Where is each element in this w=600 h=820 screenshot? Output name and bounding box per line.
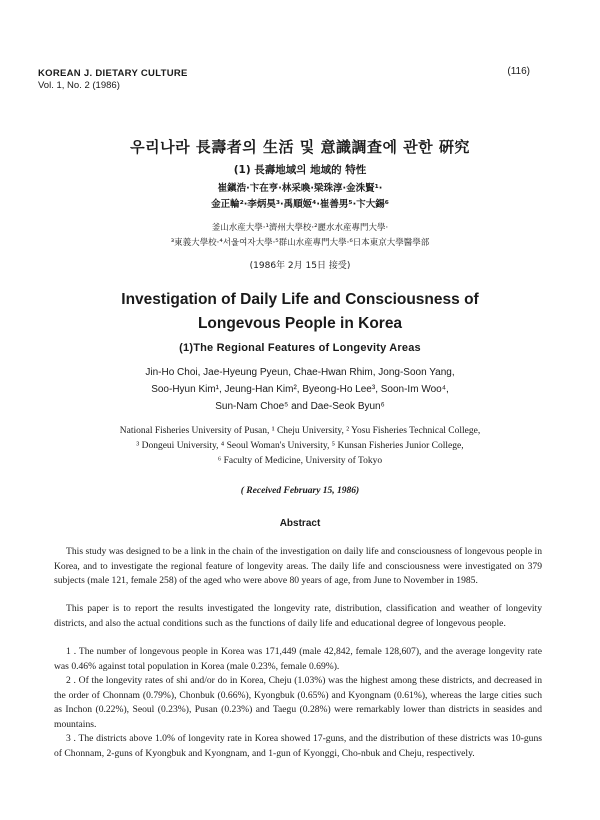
english-authors-line: Soo-Hyun Kim¹, Jeung-Han Kim², Byeong-Ho Lee³, Soon-Im Woo⁴, — [151, 384, 449, 395]
page-number: (116) — [507, 66, 530, 77]
abstract-paragraph — [54, 545, 542, 589]
abstract-text: 1 . The number of longevous people in Korea was 171,449 (male 42,842, female 128,607), and the average longevity rate was 0.46% against total population in Korea (male 0.23%, female 0.69%). — [54, 646, 542, 672]
english-affiliation-line: ³ Dongeui University, ⁴ Seoul Woman's University, ⁵ Kunsan Fisheries Junior College, — [136, 441, 464, 451]
abstract-heading: Abstract — [279, 518, 321, 529]
english-received-date: ( Received February 15, 1986) — [240, 486, 360, 496]
korean-title: 우리나라 長壽者의 生活 및 意識調査에 관한 硏究 — [130, 138, 470, 156]
korean-subtitle: (1) 長壽地域의 地域的 特性 — [233, 164, 367, 176]
abstract-paragraph — [54, 674, 542, 732]
korean-authors-line: 崔鎭浩·卞在亨·林采喚·梁珠淳·金洙賢¹· — [217, 183, 383, 194]
korean-received-date: (1986年 2月 15日 接受) — [249, 261, 351, 271]
english-title-line: Longevous People in Korea — [197, 315, 403, 332]
abstract-paragraph — [54, 602, 542, 631]
english-title — [0, 288, 600, 336]
english-authors-line: Sun-Nam Choe⁵ and Dae-Seok Byun⁶ — [215, 401, 385, 412]
english-authors-line: Jin-Ho Choi, Jae-Hyeung Pyeun, Chae-Hwan Rhim, Jong-Soon Yang, — [145, 367, 455, 378]
english-subtitle: (1)The Regional Features of Longevity Areas — [179, 342, 421, 354]
korean-affiliation-line: ³東義大學校·⁴서울여자大學·⁵群山水産專門大學·⁶日本東京大學醫學部 — [170, 238, 430, 248]
english-authors — [0, 364, 600, 415]
korean-authors-line: 金正輪²·李炳昊³·禹順姬⁴·崔善男⁵·卞大錫⁶ — [211, 199, 389, 210]
english-affiliations — [0, 424, 600, 469]
english-affiliation-line: National Fisheries University of Pusan, ¹ Cheju University, ² Yosu Fisheries Technical College, — [119, 426, 481, 436]
journal-name: KOREAN J. DIETARY CULTURE — [38, 68, 188, 79]
korean-affiliations — [0, 221, 600, 251]
abstract-text: 2 . Of the longevity rates of shi and/or do in Korea, Cheju (1.03%) was the highest among these districts, and decreased in the order of Chonnam (0.79%), Chonbuk (0.66%), Kyongbuk (0.65%) and Kyongnam (0.61%), whereas the large cities such as Inchon (0.22%), Seoul (0.23%), Pusan (0.23%) and Taegu (0.28%) were remarkably lower than districts in seasides and mountains. — [54, 675, 542, 730]
abstract-paragraph — [54, 645, 542, 674]
english-title-line: Investigation of Daily Life and Consciousness of — [121, 291, 479, 308]
english-affiliation-line: ⁶ Faculty of Medicine, University of Tokyo — [217, 456, 383, 466]
journal-header — [38, 68, 188, 92]
korean-affiliation-line: 釜山水産大學·¹濟州大學校·²麗水水産專門大學· — [211, 223, 389, 233]
abstract-text: This study was designed to be a link in the chain of the investigation on daily life and consciousness of longevous people in Korea, and to investigate the regional feature of longevity areas. The daily life and consciousness were investigated on 379 subjects (male 121, female 258) of the aged who were above 80 years of age, from June to November in 1985. — [54, 546, 542, 587]
korean-authors — [0, 181, 600, 213]
journal-volume: Vol. 1, No. 2 (1986) — [38, 80, 120, 91]
abstract-text: 3 . The districts above 1.0% of longevity rate in Korea showed 17-guns, and the distribution of these districts was 10-guns of Chonnam, 2-guns of Kyongbuk and Kyongnam, and 1-gun of Kyonggi, Cho-nbuk and Cheju, respectively. — [54, 733, 542, 759]
abstract-text: This paper is to report the results investigated the longevity rate, distribution, classification and weather of longevity districts, and also the actual conditions such as the functions of daily life and educational degree of longevous people. — [54, 603, 542, 629]
abstract-paragraph — [54, 732, 542, 761]
